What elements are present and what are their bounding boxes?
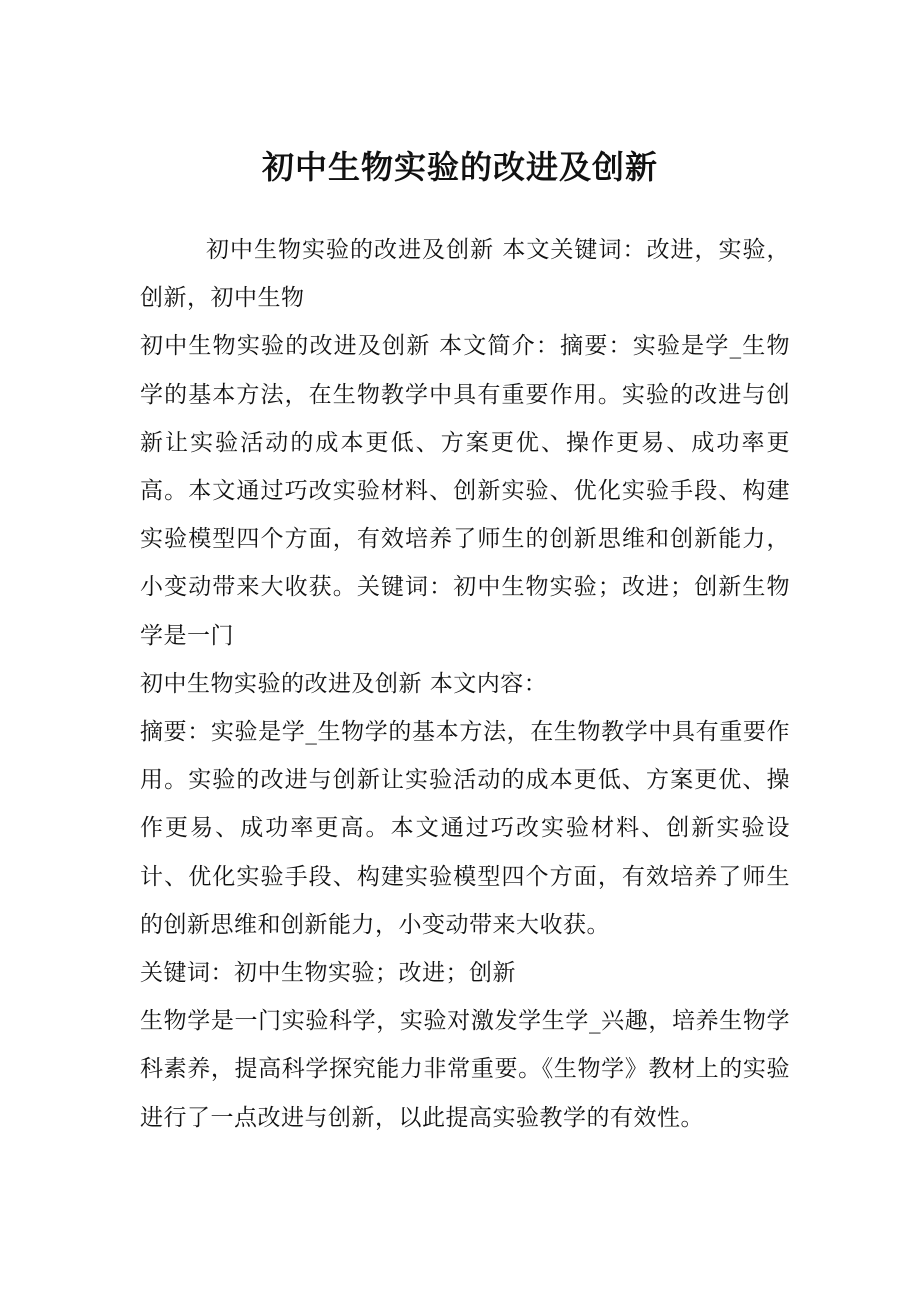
document-title: 初中生物实验的改进及创新 xyxy=(261,148,658,186)
intro-paragraph: 生物学是一门实验科学，实验对激发学生学_兴趣，培养生物学科素养，提高科学探究能力非常重要。《生物学》教材上的实验进行了一点改进与创新，以此提高实验教学的有效性。 xyxy=(140,1008,790,1131)
summary-paragraph: 初中生物实验的改进及创新 本文简介：摘要：实验是学_生物学的基本方法，在生物教学中具有重要作用。实验的改进与创新让实验活动的成本更低、方案更优、操作更易、成功率更高。本文通过巧改实验材料、创新实验、优化实验手段、构建实验模型四个方面，有效培养了师生的创新思维和创新能力，小变动带来大收获。关键词：初中生物实验；改进；创新生物学是一门 xyxy=(140,333,790,649)
document-body xyxy=(140,226,790,1142)
keywords-paragraph: 关键词：初中生物实验；改进；创新 xyxy=(140,960,516,987)
content-heading-paragraph: 初中生物实验的改进及创新 本文内容： xyxy=(140,670,548,697)
keywords-intro-paragraph: 初中生物实验的改进及创新 本文关键词：改进，实验，创新，初中生物 xyxy=(140,237,790,312)
abstract-paragraph: 摘要：实验是学_生物学的基本方法，在生物教学中具有重要作用。实验的改进与创新让实验活动的成本更低、方案更优、操作更易、成功率更高。本文通过巧改实验材料、创新实验设计、优化实验手段、构建实验模型四个方面，有效培养了师生的创新思维和创新能力，小变动带来大收获。 xyxy=(140,719,790,938)
